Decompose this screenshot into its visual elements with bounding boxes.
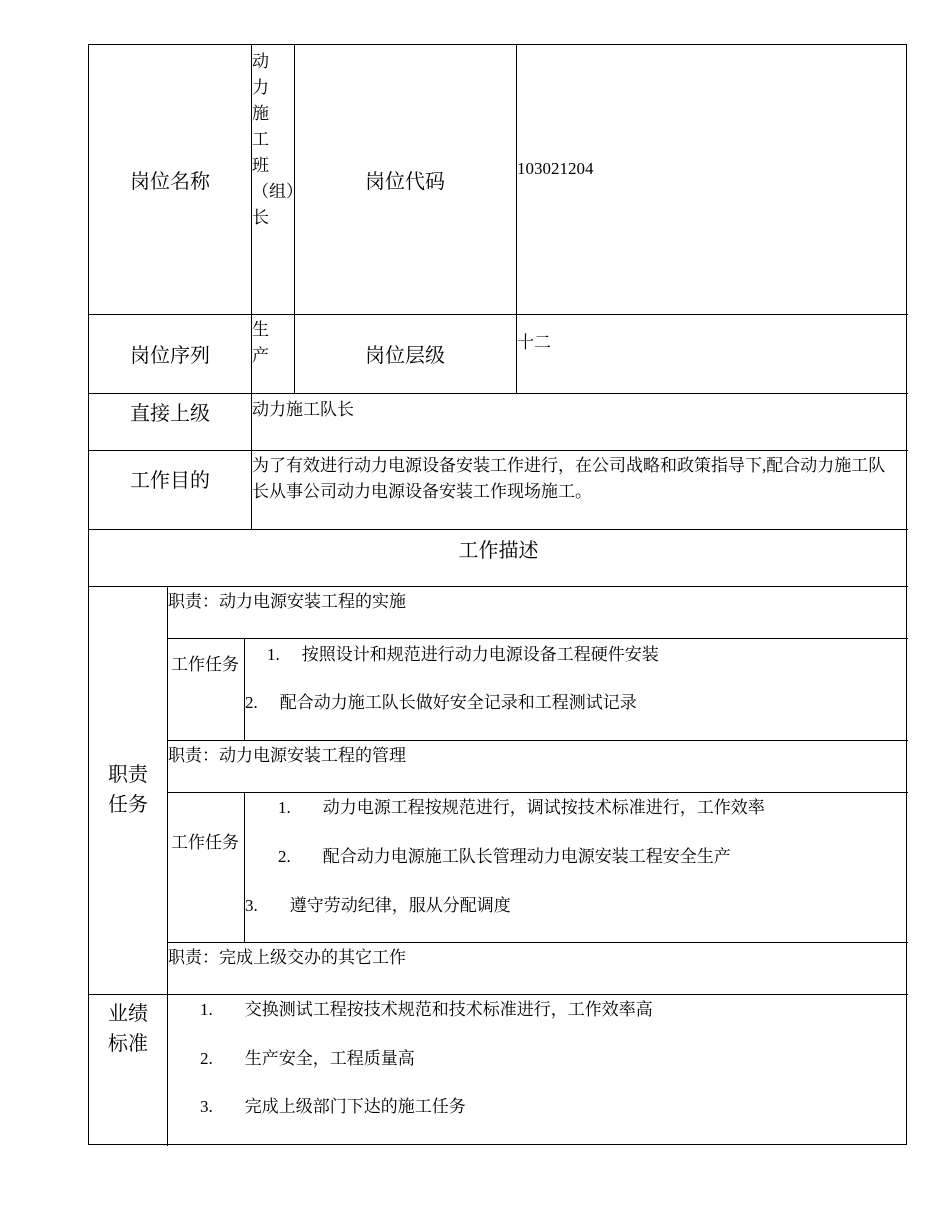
duty1-task-label: 工作任务 (171, 655, 239, 674)
purpose-value: 为了有效进行动力电源设备安装工作进行，在公司战略和政策指导下,配合动力施工队长从事公司动力电源设备安装工作现场施工。 (252, 456, 886, 501)
post-series-label: 岗位序列 (130, 345, 210, 367)
duty1-title: 职责：动力电源安装工程的实施 (168, 592, 406, 611)
duty1-task-2 (245, 690, 637, 716)
duty2-task-3-num: 3. (245, 896, 258, 915)
post-name-label: 岗位名称 (130, 171, 210, 193)
description-header: 工作描述 (458, 539, 539, 562)
row-divider (167, 638, 908, 639)
duty2-title: 职责：动力电源安装工程的管理 (168, 746, 406, 765)
performance-item-3 (200, 1094, 466, 1120)
duty2-task-2-num: 2. (278, 847, 291, 866)
duty2-task-label: 工作任务 (171, 833, 239, 852)
duty1-task-1-num: 1. (267, 645, 280, 664)
duty2-task-2-text: 配合动力电源施工队长管理动力电源安装工程安全生产 (322, 847, 731, 866)
row-divider (167, 740, 908, 741)
supervisor-value: 动力施工队长 (252, 400, 354, 419)
post-name-value: 动力施工班（组）长 (252, 52, 303, 227)
col-divider (244, 792, 245, 942)
duties-label-text: 职责任务 (108, 764, 148, 816)
col-divider (244, 638, 245, 740)
performance-item-1-text: 交换测试工程按技术规范和技术标准进行，工作效率高 (244, 1000, 653, 1019)
duties-label (89, 586, 167, 994)
job-description-table (88, 44, 907, 1145)
post-level-value: 十二 (517, 333, 551, 352)
duty3-title: 职责：完成上级交办的其它工作 (168, 948, 406, 967)
col-divider (167, 586, 168, 1146)
duty2-task-1-text: 动力电源工程按规范进行，调试按技术标准进行，工作效率 (322, 798, 765, 817)
duty1-task-2-num: 2. (245, 693, 258, 712)
duty1-task-2-text: 配合动力施工队长做好安全记录和工程测试记录 (279, 693, 637, 712)
row-divider (89, 994, 908, 995)
duty2-task-2 (278, 844, 731, 870)
row-divider (89, 586, 908, 587)
performance-item-1 (200, 997, 653, 1023)
post-series-value: 生产 (252, 320, 269, 365)
purpose-label: 工作目的 (130, 469, 210, 492)
performance-item-2 (200, 1046, 415, 1072)
duty2-task-3 (245, 893, 511, 919)
performance-item-3-text: 完成上级部门下达的施工任务 (244, 1097, 466, 1116)
duty2-task-3-text: 遵守劳动纪律，服从分配调度 (289, 896, 511, 915)
performance-item-3-num: 3. (200, 1097, 213, 1116)
post-level-label: 岗位层级 (365, 345, 445, 367)
performance-label (89, 994, 167, 1064)
row-divider (167, 792, 908, 793)
duty1-task-1-text: 按照设计和规范进行动力电源设备工程硬件安装 (301, 645, 659, 664)
performance-item-2-num: 2. (200, 1049, 213, 1068)
performance-item-2-text: 生产安全，工程质量高 (244, 1049, 415, 1068)
supervisor-label: 直接上级 (130, 402, 210, 425)
duty1-task-1 (267, 642, 659, 668)
post-code-value: 103021204 (517, 159, 594, 178)
performance-item-1-num: 1. (200, 1000, 213, 1019)
post-code-label: 岗位代码 (365, 171, 445, 193)
duty2-task-1-num: 1. (278, 798, 291, 817)
duty2-task-1 (278, 795, 765, 821)
performance-label-text: 业绩标准 (108, 1003, 148, 1055)
row-divider (167, 942, 908, 943)
